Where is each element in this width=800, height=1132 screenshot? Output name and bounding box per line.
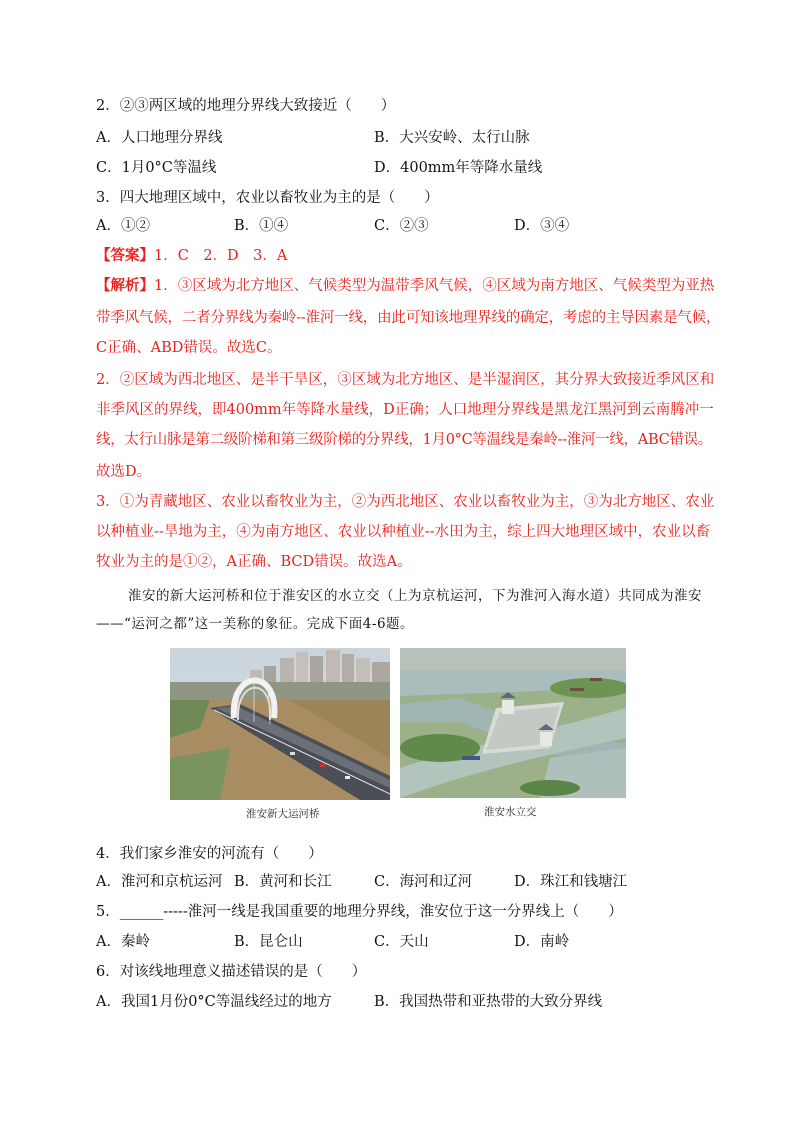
analysis-line-3: C正确、ABD错误。故选C。 — [96, 340, 282, 356]
water-overpass-photo — [400, 648, 626, 798]
question-4-option-d: D．珠江和钱塘江 — [514, 874, 628, 890]
analysis-tag: 【解析】 — [96, 277, 154, 294]
analysis-line-7: 故选D。 — [96, 464, 152, 480]
analysis-line-8: 3．①为青藏地区、农业以畜牧业为主，②为西北地区、农业以畜牧业为主，③为北方地区、农业 — [96, 494, 715, 510]
question-2-option-c: C．1月0°C等温线 — [96, 160, 217, 176]
question-4-option-c: C．海河和辽河 — [374, 874, 473, 890]
question-2-option-b: B．大兴安岭、太行山脉 — [374, 130, 530, 146]
water-overpass-photo-caption: 淮安水立交 — [484, 806, 537, 818]
analysis-line-10: 牧业为主的是①②，A正确、BCD错误。故选A。 — [96, 554, 412, 570]
question-5-option-c: C．天山 — [374, 934, 429, 950]
question-3-option-b: B．①④ — [234, 218, 289, 234]
analysis-line-9: 以种植业--旱地为主，④为南方地区、农业以种植业--水田为主，综上四大地理区域中，农业以畜 — [96, 524, 711, 540]
question-2-option-a: A．人口地理分界线 — [96, 130, 223, 146]
answer-text: 1．C 2．D 3．A — [154, 248, 288, 264]
bridge-photo-caption: 淮安新大运河桥 — [246, 808, 320, 820]
analysis-line-4: 2．②区域为西北地区、是半干旱区，③区域为北方地区、是半湿润区，其分界大致接近季风区和 — [96, 372, 715, 388]
question-5-stem: 5．______-----淮河一线是我国重要的地理分界线，淮安位于这一分界线上（ ） — [96, 904, 623, 920]
question-3-option-c: C．②③ — [374, 218, 429, 234]
passage-line-2: ——“运河之都”这一美称的象征。完成下面4-6题。 — [96, 616, 415, 632]
bridge-photo — [170, 648, 390, 800]
question-6-stem: 6．对该线地理意义描述错误的是（ ） — [96, 964, 367, 980]
passage-line-1: 淮安的新大运河桥和位于淮安区的水立交（上为京杭运河，下为淮河入海水道）共同成为淮安 — [128, 588, 702, 604]
question-4-stem: 4．我们家乡淮安的河流有（ ） — [96, 846, 323, 862]
question-2-option-d: D．400mm年等降水量线 — [374, 160, 543, 176]
question-5-option-b: B．昆仑山 — [234, 934, 303, 950]
question-3-stem: 3．四大地理区域中，农业以畜牧业为主的是（ ） — [96, 190, 439, 206]
question-3-option-d: D．③④ — [514, 218, 570, 234]
analysis-line-2: 带季风气候，二者分界线为秦岭--淮河一线，由此可知该地理界线的确定，考虑的主导因素是气候， — [96, 310, 721, 326]
question-6-option-a: A．我国1月份0°C等温线经过的地方 — [96, 994, 332, 1010]
question-5-option-a: A．秦岭 — [96, 934, 150, 950]
analysis-line-5: 非季风区的界线，即400mm年等降水量线，D正确；人口地理分界线是黑龙江黑河到云南腾冲一 — [96, 402, 714, 418]
question-4-option-b: B．黄河和长江 — [234, 874, 332, 890]
question-3-option-a: A．①② — [96, 218, 150, 234]
question-2-stem: 2．②③两区域的地理分界线大致接近（ ） — [96, 98, 396, 114]
analysis-line-1: 【解析】1．③区域为北方地区、气候类型为温带季风气候，④区域为南方地区、气候类型为亚热 — [96, 277, 715, 294]
question-4-option-a: A．淮河和京杭运河 — [96, 874, 223, 890]
answer-line — [96, 246, 287, 266]
answer-tag: 【答案】 — [96, 247, 154, 264]
question-5-option-d: D．南岭 — [514, 934, 570, 950]
analysis-line-6: 线，太行山脉是第二级阶梯和第三级阶梯的分界线，1月0°C等温线是秦岭--淮河一线，ABC错误。 — [96, 432, 712, 448]
question-6-option-b: B．我国热带和亚热带的大致分界线 — [374, 994, 603, 1010]
